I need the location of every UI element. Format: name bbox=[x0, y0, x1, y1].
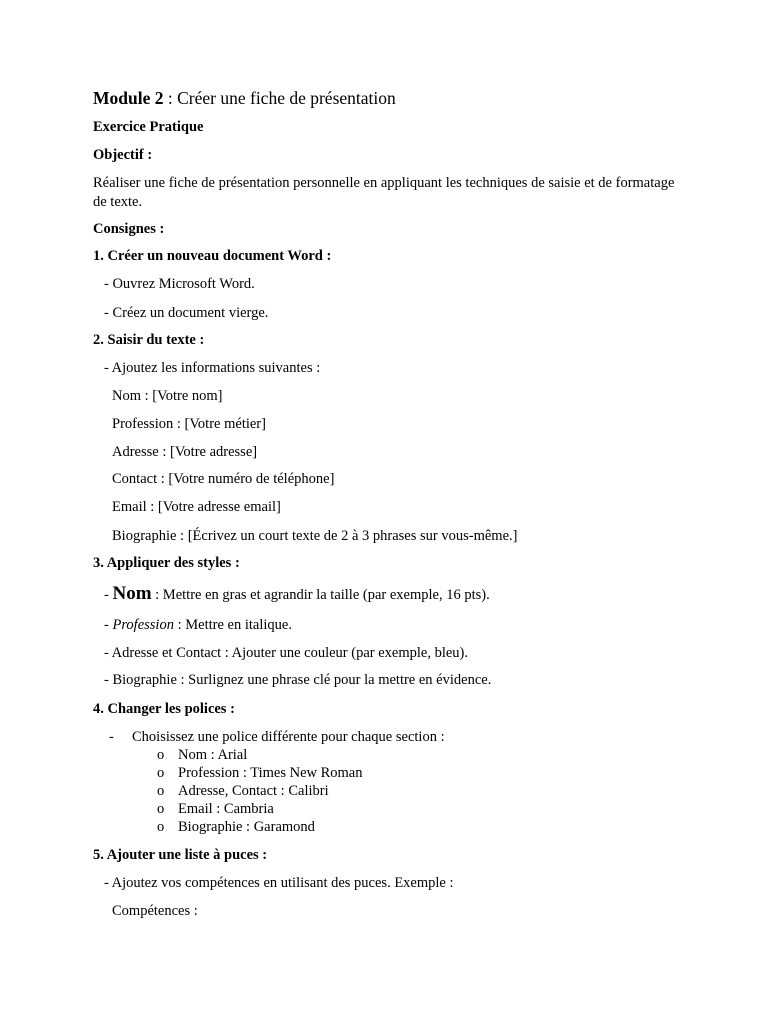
style-line-profession bbox=[104, 616, 292, 634]
font-item-nom: Nom : Arial bbox=[178, 747, 248, 763]
competences-label: Compétences : bbox=[112, 903, 198, 919]
font-item-profession: Profession : Times New Roman bbox=[178, 765, 363, 781]
font-item-email: Email : Cambria bbox=[178, 801, 274, 817]
bullet-marker: o bbox=[157, 765, 165, 781]
objective-text: Réaliser une fiche de présentation personnelle en appliquant les techniques de saisie et de formatage de texte. bbox=[93, 175, 675, 210]
section2-heading: 2. Saisir du texte : bbox=[93, 332, 205, 348]
style-nom-dash: - bbox=[104, 587, 113, 603]
field-line-contact: Contact : [Votre numéro de téléphone] bbox=[112, 471, 335, 487]
bullet-marker: o bbox=[157, 747, 165, 763]
style-prof-word: Profession bbox=[112, 617, 174, 633]
style-line-nom bbox=[104, 585, 490, 604]
page-title bbox=[93, 87, 396, 109]
field-line-nom: Nom : [Votre nom] bbox=[112, 388, 223, 404]
title-module: Module 2 bbox=[93, 88, 164, 108]
section2-intro: - Ajoutez les informations suivantes : bbox=[104, 360, 321, 376]
field-line-adresse: Adresse : [Votre adresse] bbox=[112, 444, 258, 460]
section4-heading: 4. Changer les polices : bbox=[93, 701, 235, 717]
style-nom-word: Nom bbox=[112, 583, 152, 604]
list-dash: - bbox=[109, 729, 114, 745]
consignes-heading: Consignes : bbox=[93, 221, 165, 237]
style-prof-text: : Mettre en italique. bbox=[173, 617, 292, 633]
section1-item: - Ouvrez Microsoft Word. bbox=[104, 276, 255, 292]
section5-intro: - Ajoutez vos compétences en utilisant des puces. Exemple : bbox=[104, 875, 454, 891]
field-line-biographie: Biographie : [Écrivez un court texte de 2 à 3 phrases sur vous-même.] bbox=[112, 528, 518, 544]
style-nom-text: : Mettre en gras et agrandir la taille (par exemple, 16 pts). bbox=[151, 587, 490, 603]
section3-heading: 3. Appliquer des styles : bbox=[93, 555, 240, 571]
field-line-profession: Profession : [Votre métier] bbox=[112, 416, 266, 432]
style-line-biographie: - Biographie : Surlignez une phrase clé pour la mettre en évidence. bbox=[104, 672, 492, 688]
style-line-adresse: - Adresse et Contact : Ajouter une couleur (par exemple, bleu). bbox=[104, 645, 468, 661]
bullet-marker: o bbox=[157, 819, 165, 835]
section5-heading: 5. Ajouter une liste à puces : bbox=[93, 847, 268, 863]
title-rest: : Créer une fiche de présentation bbox=[163, 88, 396, 108]
section1-heading: 1. Créer un nouveau document Word : bbox=[93, 248, 332, 264]
font-item-biographie: Biographie : Garamond bbox=[178, 819, 315, 835]
section1-item: - Créez un document vierge. bbox=[104, 305, 269, 321]
section4-intro: Choisissez une police différente pour chaque section : bbox=[132, 729, 445, 745]
field-line-email: Email : [Votre adresse email] bbox=[112, 499, 281, 515]
font-item-adresse: Adresse, Contact : Calibri bbox=[178, 783, 329, 799]
objective-heading: Objectif : bbox=[93, 147, 153, 163]
exercise-heading: Exercice Pratique bbox=[93, 119, 204, 135]
bullet-marker: o bbox=[157, 783, 165, 799]
bullet-marker: o bbox=[157, 801, 165, 817]
style-prof-dash: - bbox=[104, 617, 113, 633]
